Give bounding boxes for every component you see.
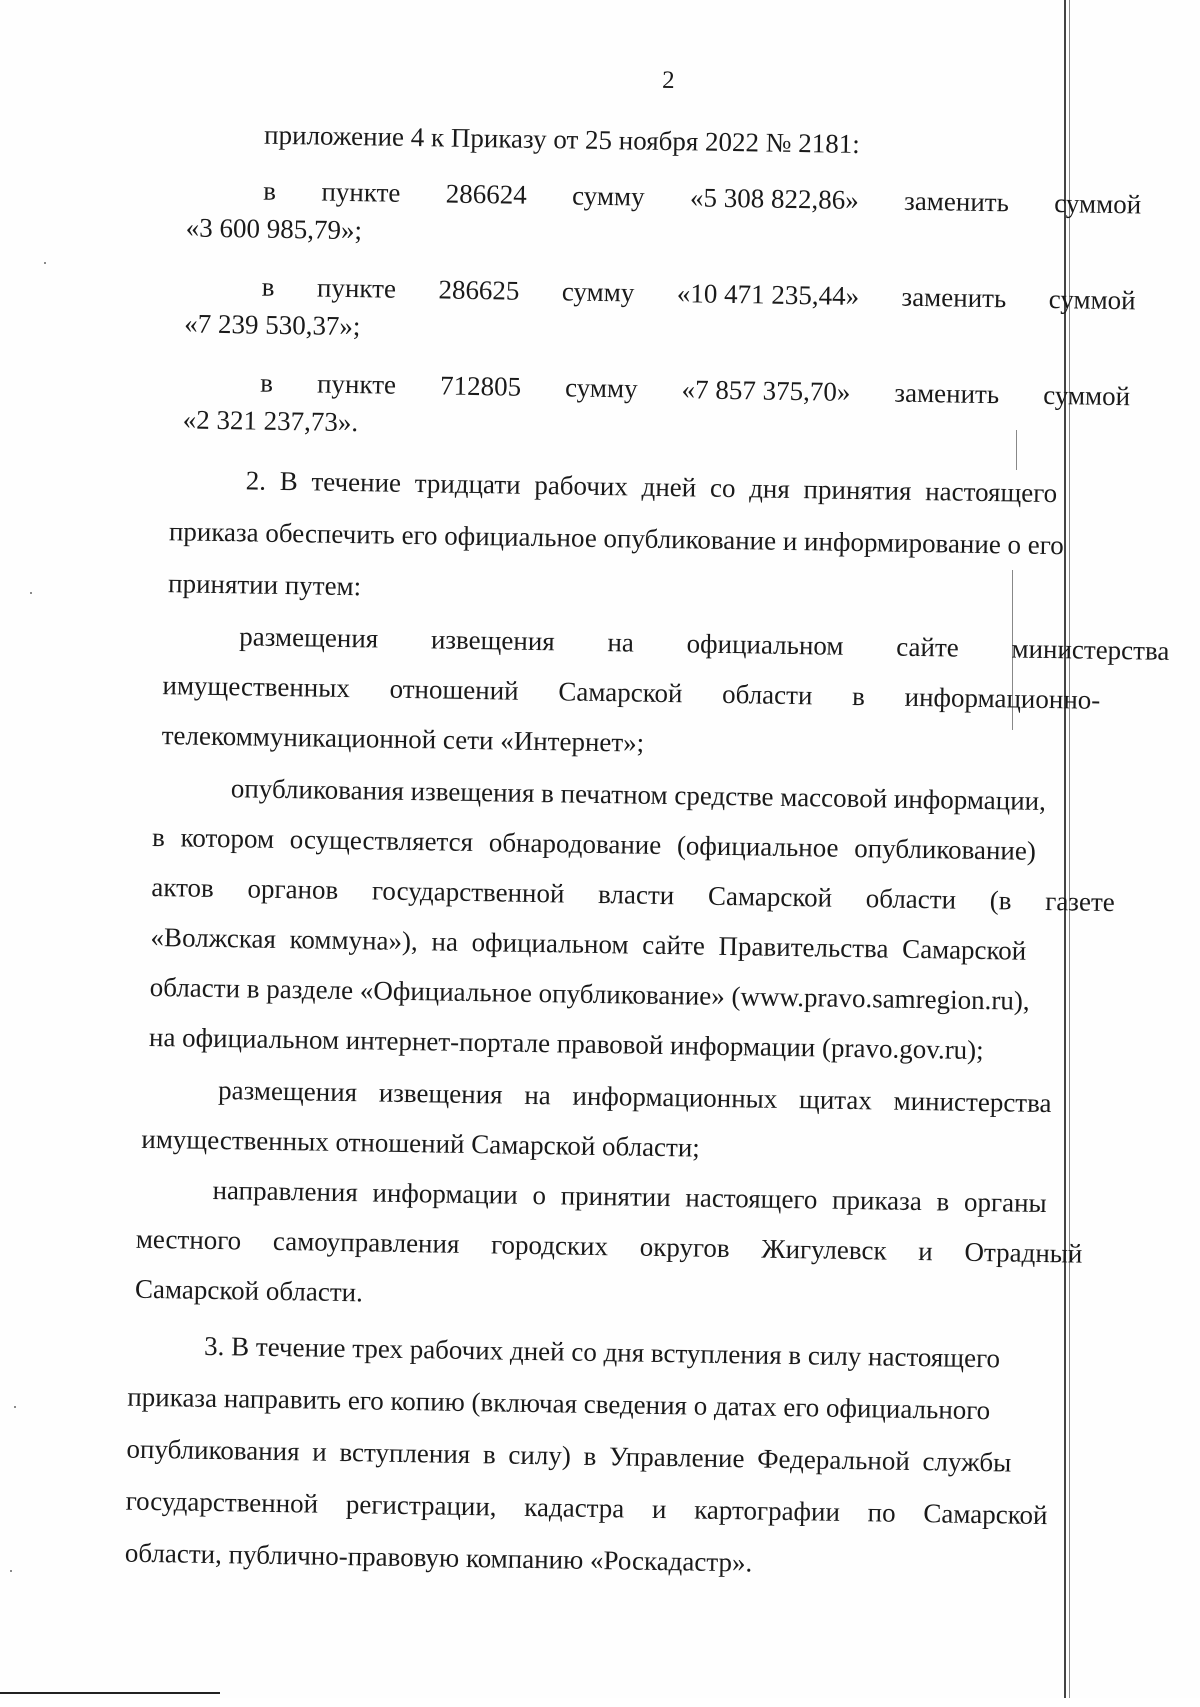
section3-line: государственной регистрации, кадастра и картографии по Самарской bbox=[125, 1485, 1048, 1531]
section2-line: принятии путем: bbox=[167, 568, 362, 602]
amendment-word: пункте bbox=[321, 176, 401, 208]
amendment-word: пункте bbox=[316, 368, 397, 400]
section3-line: приказа направить его копию (включая сведения о датах его официального bbox=[127, 1381, 991, 1426]
page-number: 2 bbox=[661, 66, 675, 95]
amendment-line bbox=[263, 175, 1141, 221]
amendment-word: суммой bbox=[1042, 379, 1131, 412]
amendment-word: суммой bbox=[1054, 188, 1142, 220]
amendment-word: пункте bbox=[316, 272, 397, 304]
amendment-line bbox=[262, 271, 1136, 317]
amendment-continuation: «2 321 237,73». bbox=[182, 404, 359, 438]
bullet-site-line: телекоммуникационной сети «Интернет»; bbox=[161, 720, 645, 758]
amendment-word: 712805 bbox=[439, 370, 522, 402]
amendment-word: в bbox=[260, 367, 274, 398]
section3-line: области, публично-правовую компанию «Роскадастр». bbox=[124, 1537, 753, 1578]
bullet-local-line: Самарской области. bbox=[134, 1273, 364, 1308]
amendment-word: в bbox=[261, 271, 275, 302]
section3-line: опубликования и вступления в силу) в Управление Федеральной службы bbox=[126, 1433, 1012, 1478]
bullet-local-line: направления информации о принятии настоящего приказа в органы bbox=[212, 1174, 1047, 1219]
bullet-press-line: на официальном интернет-портале правовой информации (pravo.gov.ru); bbox=[148, 1021, 984, 1066]
section2-line: 2. В течение тридцати рабочих дней со дня принятия настоящего bbox=[245, 465, 1058, 509]
bullet-press-line: области в разделе «Официальное опубликование» (www.pravo.samregion.ru), bbox=[149, 971, 1030, 1016]
amendment-word: сумму bbox=[571, 180, 645, 212]
amendment-word: «7 857 375,70» bbox=[681, 374, 851, 407]
amendment-word: сумму bbox=[561, 276, 635, 308]
bullet-press-line: опубликования извещения в печатном средстве массовой информации, bbox=[230, 773, 1047, 816]
bullet-press-line: «Волжская коммуна»), на официальном сайте Правительства Самарской bbox=[150, 921, 1027, 966]
amendment-word: суммой bbox=[1048, 283, 1136, 316]
bullet-boards-line: размещения извещения на информационных щитах министерства bbox=[217, 1075, 1052, 1119]
amendment-word: заменить bbox=[901, 281, 1007, 314]
amendment-word: «10 471 235,44» bbox=[676, 278, 860, 311]
amendment-word: 286624 bbox=[445, 178, 528, 210]
amendment-word: заменить bbox=[903, 185, 1010, 218]
scan-artifact-line bbox=[0, 1692, 220, 1694]
bullet-local-line: местного самоуправления городских округов Жигулевск и Отрадный bbox=[135, 1223, 1083, 1269]
amendment-word: 286625 bbox=[438, 274, 520, 306]
bullet-press-line: актов органов государственной власти Самарской области (в газете bbox=[151, 871, 1115, 918]
amendment-word: в bbox=[263, 175, 277, 206]
amendment-word: сумму bbox=[564, 372, 638, 404]
section2-line: приказа обеспечить его официальное опубликование и информирование о его bbox=[168, 516, 1064, 561]
amendment-continuation: «7 239 530,37»; bbox=[183, 308, 361, 342]
amendment-word: заменить bbox=[894, 377, 1000, 410]
bullet-site-text: размещения извещения на официальном сайте министерства bbox=[239, 621, 1170, 666]
amendment-word: «5 308 822,86» bbox=[689, 182, 860, 215]
bullet-press-line: в котором осуществляется обнародование (официальное опубликование) bbox=[151, 821, 1037, 866]
amendment-continuation: «3 600 985,79»; bbox=[185, 212, 363, 246]
annex-header: приложение 4 к Приказу от 25 ноября 2022 № 2181: bbox=[263, 119, 861, 159]
bullet-site-line bbox=[239, 620, 1170, 666]
bullet-site-line: имущественных отношений Самарской области в информационно- bbox=[162, 670, 1101, 715]
amendment-line bbox=[260, 367, 1130, 413]
bullet-boards-line: имущественных отношений Самарской области; bbox=[141, 1123, 701, 1163]
section3-line: 3. В течение трех рабочих дней со дня вступления в силу настоящего bbox=[203, 1330, 1001, 1374]
